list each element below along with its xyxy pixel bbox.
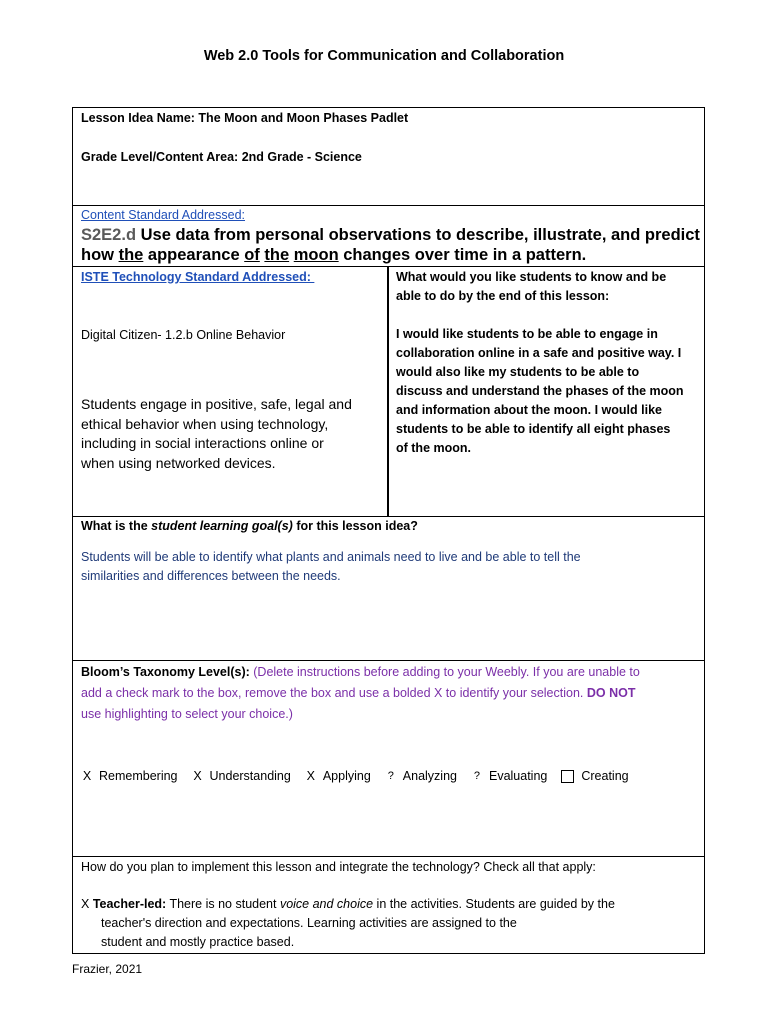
iste-standard-cell (72, 266, 389, 517)
lesson-name-label: Lesson Idea Name: (81, 111, 195, 125)
goal-question-part: What is the (81, 519, 152, 533)
question-mark-icon: ? (473, 770, 481, 782)
option-text-emphasis: voice and choice (279, 897, 374, 911)
standard-code: S2E2.d (81, 226, 137, 244)
answer-line: would also like my students to be able to (396, 365, 640, 379)
level-evaluating[interactable] (471, 769, 547, 783)
grade-level-line (81, 148, 362, 167)
implementation-question: How do you plan to implement this lesson and integrate the technology? Check all that apply: (81, 860, 596, 874)
learning-goal-cell (72, 516, 705, 661)
level-label: Creating (581, 769, 629, 783)
content-standard-text-line1 (81, 225, 700, 245)
level-remembering[interactable] (81, 769, 178, 783)
blooms-instruction-text: (Delete instructions before adding to your Weebly. If you are unable to (249, 665, 640, 679)
empty-checkbox-icon[interactable] (561, 770, 574, 783)
standard-text-segment: changes over time in a pattern. (338, 246, 587, 264)
standard-text-segment: the (118, 246, 144, 264)
content-standard-label (81, 206, 245, 225)
blooms-instructions (81, 662, 640, 725)
content-standard-text-line2 (81, 245, 586, 265)
x-mark: X (82, 769, 92, 783)
grade-level-label: Grade Level/Content Area: (81, 150, 239, 164)
iste-desc-line: Students engage in positive, safe, legal and (81, 396, 352, 412)
answer-line: students to be able to identify all eight phases (396, 422, 671, 436)
content-standard-cell (72, 205, 705, 267)
level-label: Analyzing (402, 769, 457, 783)
level-understanding[interactable] (192, 769, 291, 783)
answer-line: discuss and understand the phases of the moon (396, 384, 684, 398)
goal-question-emphasis: student learning goal(s) (151, 519, 293, 533)
iste-label-line (81, 268, 314, 287)
blooms-do-not: DO NOT (586, 686, 636, 700)
answer-line: collaboration online in a safe and positive way. I (396, 346, 682, 360)
answer-line: I would like students to be able to engage in (396, 327, 658, 341)
level-label: Understanding (209, 769, 291, 783)
x-mark: X (81, 897, 93, 911)
standard-text-segment: appearance (143, 246, 245, 264)
iste-desc-line: ethical behavior when using technology, (81, 415, 329, 432)
option-text: in the activities. Students are guided by the (373, 897, 615, 911)
learning-outcome-cell (388, 266, 705, 517)
standard-text-segment: the (264, 246, 290, 264)
teacher-led-label: Teacher-led: (92, 897, 167, 911)
blooms-levels-row (81, 769, 643, 783)
iste-standard-link[interactable]: ISTE Technology Standard Addressed: (81, 270, 315, 284)
level-label: Evaluating (488, 769, 548, 783)
iste-desc-line: when using networked devices. (81, 454, 276, 471)
learning-outcome-question (396, 268, 666, 306)
standard-text-segment: moon (293, 246, 339, 264)
blooms-label: Bloom’s Taxonomy Level(s): (81, 665, 250, 679)
blooms-instruction-text: use highlighting to select your choice.) (81, 707, 293, 721)
level-label: Applying (322, 769, 371, 783)
lesson-name-value: The Moon and Moon Phases Padlet (198, 111, 409, 125)
level-creating[interactable] (561, 769, 628, 783)
document-title: Web 2.0 Tools for Communication and Collaboration (203, 48, 565, 64)
teacher-led-option[interactable] (81, 895, 615, 952)
iste-standard-description (81, 395, 352, 473)
standard-text-segment: how (81, 246, 119, 264)
x-mark: X (193, 769, 202, 783)
footer-author: Frazier, 2021 (72, 962, 143, 976)
learning-goal-answer (81, 548, 581, 586)
iste-standard-name: Digital Citizen- 1.2.b Online Behavior (81, 328, 286, 342)
level-applying[interactable] (305, 769, 371, 783)
question-line: What would you like students to know and be (396, 270, 667, 284)
option-text: There is no student (166, 897, 280, 911)
goal-question-part: for this lesson idea? (292, 519, 418, 533)
lesson-name-line (81, 109, 408, 128)
grade-level-value: 2nd Grade - Science (241, 150, 362, 164)
goal-answer-line: Students will be able to identify what plants and animals need to live and be able to tell the (81, 550, 581, 564)
standard-text-part1: Use data from personal observations to describe, illustrate, and predict (136, 226, 700, 244)
level-analyzing[interactable] (385, 769, 457, 783)
level-label: Remembering (99, 769, 178, 783)
iste-desc-line: including in social interactions online or (81, 435, 324, 451)
standard-text-segment: of (244, 246, 260, 264)
option-text-line3: student and mostly practice based. (101, 935, 295, 949)
answer-line: of the moon. (396, 441, 471, 455)
answer-line: and information about the moon. I would like (396, 403, 662, 417)
option-text-line2: teacher's direction and expectations. Learning activities are assigned to the (101, 916, 517, 930)
x-mark: X (306, 769, 315, 783)
learning-goal-question (81, 517, 418, 536)
learning-outcome-answer (396, 325, 684, 458)
goal-answer-line: similarities and differences between the needs. (81, 569, 341, 583)
question-mark-icon: ? (387, 770, 394, 782)
question-line: able to do by the end of this lesson: (396, 289, 610, 303)
blooms-taxonomy-cell (72, 660, 705, 857)
blooms-instruction-text: add a check mark to the box, remove the box and use a bolded X to identify your selection. (81, 686, 587, 700)
content-standard-link[interactable]: Content Standard Addressed: (81, 208, 246, 222)
implementation-cell (72, 856, 705, 954)
lesson-info-cell (72, 107, 705, 206)
